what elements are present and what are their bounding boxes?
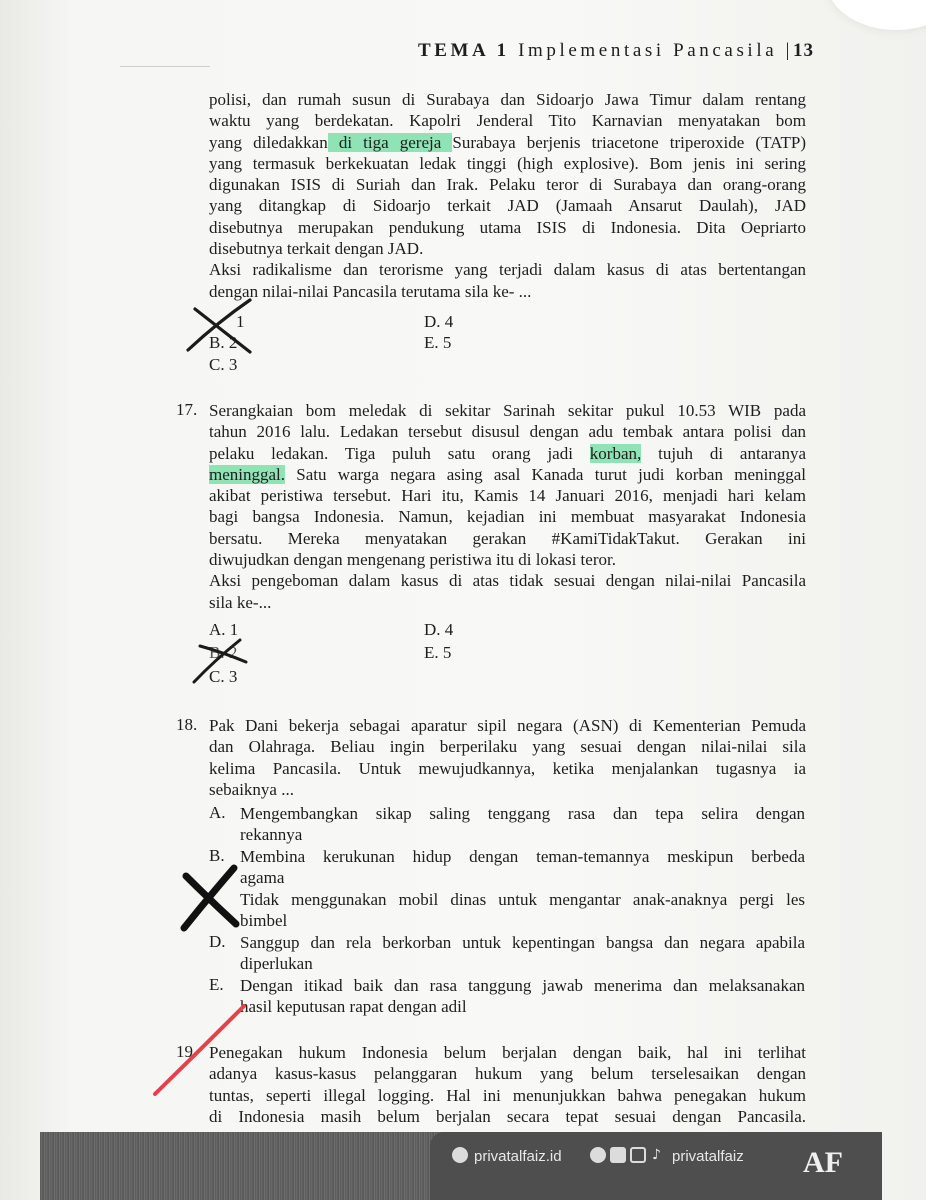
q18-number: 18.: [176, 715, 198, 734]
text-line: polisi, dan rumah susun di Surabaya dan Sidoarjo Jawa Timur dalam rentang: [209, 90, 806, 109]
footer-social: privatalfaiz: [672, 1148, 744, 1165]
text-line: adanya kasus-kasus pelanggaran hukum yang belum terselesaikan dengan: [209, 1064, 806, 1084]
question-line: Aksi radikalisme dan terorisme yang terjadi dalam kasus di atas bertentangan: [209, 260, 806, 280]
q18-option-label: D.: [209, 932, 226, 951]
q16-option-a: 1: [236, 312, 245, 331]
text-line: dan Olahraga. Beliau ingin berperilaku yang sesuai dengan nilai-nilai sila: [209, 737, 806, 757]
footer-website: privatalfaiz.id: [474, 1148, 562, 1165]
text-line-highlighted: yang diledakkan di tiga gereja Surabaya berjenis triacetone triperoxide (TATP): [209, 132, 806, 152]
tiktok-icon: ♪: [652, 1147, 661, 1163]
q17-number: 17.: [176, 400, 198, 419]
text-line: bagi bangsa Indonesia. Namun, kejadian ini membuat masyarakat Indonesia: [209, 507, 806, 527]
q16-option-d: D. 4: [424, 312, 454, 331]
instagram-icon: [630, 1147, 646, 1163]
globe-icon: [452, 1147, 468, 1163]
text-line: bersatu. Mereka menyatakan gerakan #KamiTidakTakut. Gerakan ini: [209, 528, 806, 548]
q18-option-label: A.: [209, 803, 226, 822]
highlight: korban,: [589, 443, 642, 463]
question-line: sila ke-...: [209, 592, 272, 612]
highlight: di tiga gereja: [327, 132, 453, 152]
q17-option-d: D. 4: [424, 620, 454, 639]
cross-mark-q16: [188, 300, 250, 352]
footer-logo: AF: [803, 1146, 843, 1179]
q18-option-d: Sanggup dan rela berkorban untuk kepentingan bangsa dan negara apabila diperlukan: [240, 933, 805, 974]
text-line: Pak Dani bekerja sebagai aparatur sipil negara (ASN) di Kementerian Pemuda: [209, 716, 806, 735]
text-line: tuntas, seperti illegal logging. Hal ini menunjukkan bahwa penegakan hukum: [209, 1085, 806, 1105]
header-tema: TEMA 1: [417, 40, 510, 61]
highlight: meninggal.: [209, 464, 286, 484]
text-line: disebutnya merupakan pendukung utama ISIS di Indonesia. Dita Oepriarto: [209, 217, 806, 237]
q18-option-label: B.: [209, 846, 225, 865]
q17-option-a: A. 1: [209, 620, 239, 639]
q17-option-c: C. 3: [209, 667, 238, 686]
youtube-icon: [610, 1147, 626, 1163]
text-line: disebutnya terkait dengan JAD.: [209, 239, 424, 259]
q18-option-a: Mengembangkan sikap saling tenggang rasa dan tepa selira dengan rekannya: [240, 804, 805, 845]
page-number: 13: [793, 40, 814, 61]
text-line: digunakan ISIS di Suriah dan Irak. Pelaku teror di Surabaya dan orang-orang: [209, 175, 806, 195]
cross-mark-q17: [194, 640, 246, 682]
q19-number: 19.: [176, 1042, 198, 1061]
text-line: sebaiknya ...: [209, 779, 294, 799]
text-line: diwujudkan dengan mengenang peristiwa itu di lokasi teror.: [209, 550, 616, 570]
text-line: yang termasuk berkekuatan ledak tinggi (high explosive). Bom jenis ini sering: [209, 153, 806, 173]
q18-option-label: E.: [209, 975, 224, 994]
text-line: akibat peristiwa tersebut. Hari itu, Kamis 14 Januari 2016, menjadi hari kelam: [209, 486, 806, 506]
q18-option-c: Tidak menggunakan mobil dinas untuk mengantar anak-anaknya pergi les bimbel: [240, 890, 805, 931]
question-line: Aksi pengeboman dalam kasus di atas tidak sesuai dengan nilai-nilai Pancasila: [209, 571, 806, 591]
text-line: tahun 2016 lalu. Ledakan tersebut disusul dengan adu tembak antara polisi dan: [209, 422, 806, 442]
header-title: Implementasi Pancasila: [518, 40, 778, 61]
text-line-highlighted: pelaku ledakan. Tiga puluh satu orang jadi korban, tujuh di antaranya: [209, 443, 806, 463]
text-line: di Indonesia masih belum berjalan secara tepat sesuai dengan Pancasila.: [209, 1106, 806, 1126]
text-line: Penegakan hukum Indonesia belum berjalan dengan baik, hal ini terlihat: [209, 1043, 806, 1062]
q16-option-c: C. 3: [209, 355, 238, 374]
q17-option-b: B. 2: [209, 643, 238, 662]
q16-option-e: E. 5: [424, 333, 452, 352]
text-line-highlighted: meninggal. Satu warga negara asing asal Kanada turut judi korban meninggal: [209, 464, 806, 484]
header-separator: |: [785, 40, 793, 61]
q18-option-b: Membina kerukunan hidup dengan teman-temannya meskipun berbeda agama: [240, 847, 805, 888]
q18-option-e: Dengan itikad baik dan rasa tanggung jawab menerima dan melaksanakan hasil keputusan rapat dengan adil: [240, 976, 805, 1017]
q16-option-b: B. 2: [209, 333, 238, 352]
text-line: kelima Pancasila. Untuk mewujudkannya, ketika menjalankan tugasnya ia: [209, 758, 806, 778]
q17-option-e: E. 5: [424, 643, 452, 662]
red-pen-stroke: [155, 1006, 244, 1094]
question-line: dengan nilai-nilai Pancasila terutama sila ke- ...: [209, 281, 532, 301]
text-line: yang ditangkap di Sidoarjo terkait JAD (Jamaah Ansarut Daulah), JAD: [209, 196, 806, 216]
telegram-icon: [590, 1147, 606, 1163]
text-line: Serangkaian bom meledak di sekitar Sarinah sekitar pukul 10.53 WIB pada: [209, 401, 806, 420]
text-line: waktu yang berdekatan. Kapolri Jenderal Tito Karnavian menyatakan bom: [209, 111, 806, 131]
cross-mark-q18: [184, 868, 236, 928]
